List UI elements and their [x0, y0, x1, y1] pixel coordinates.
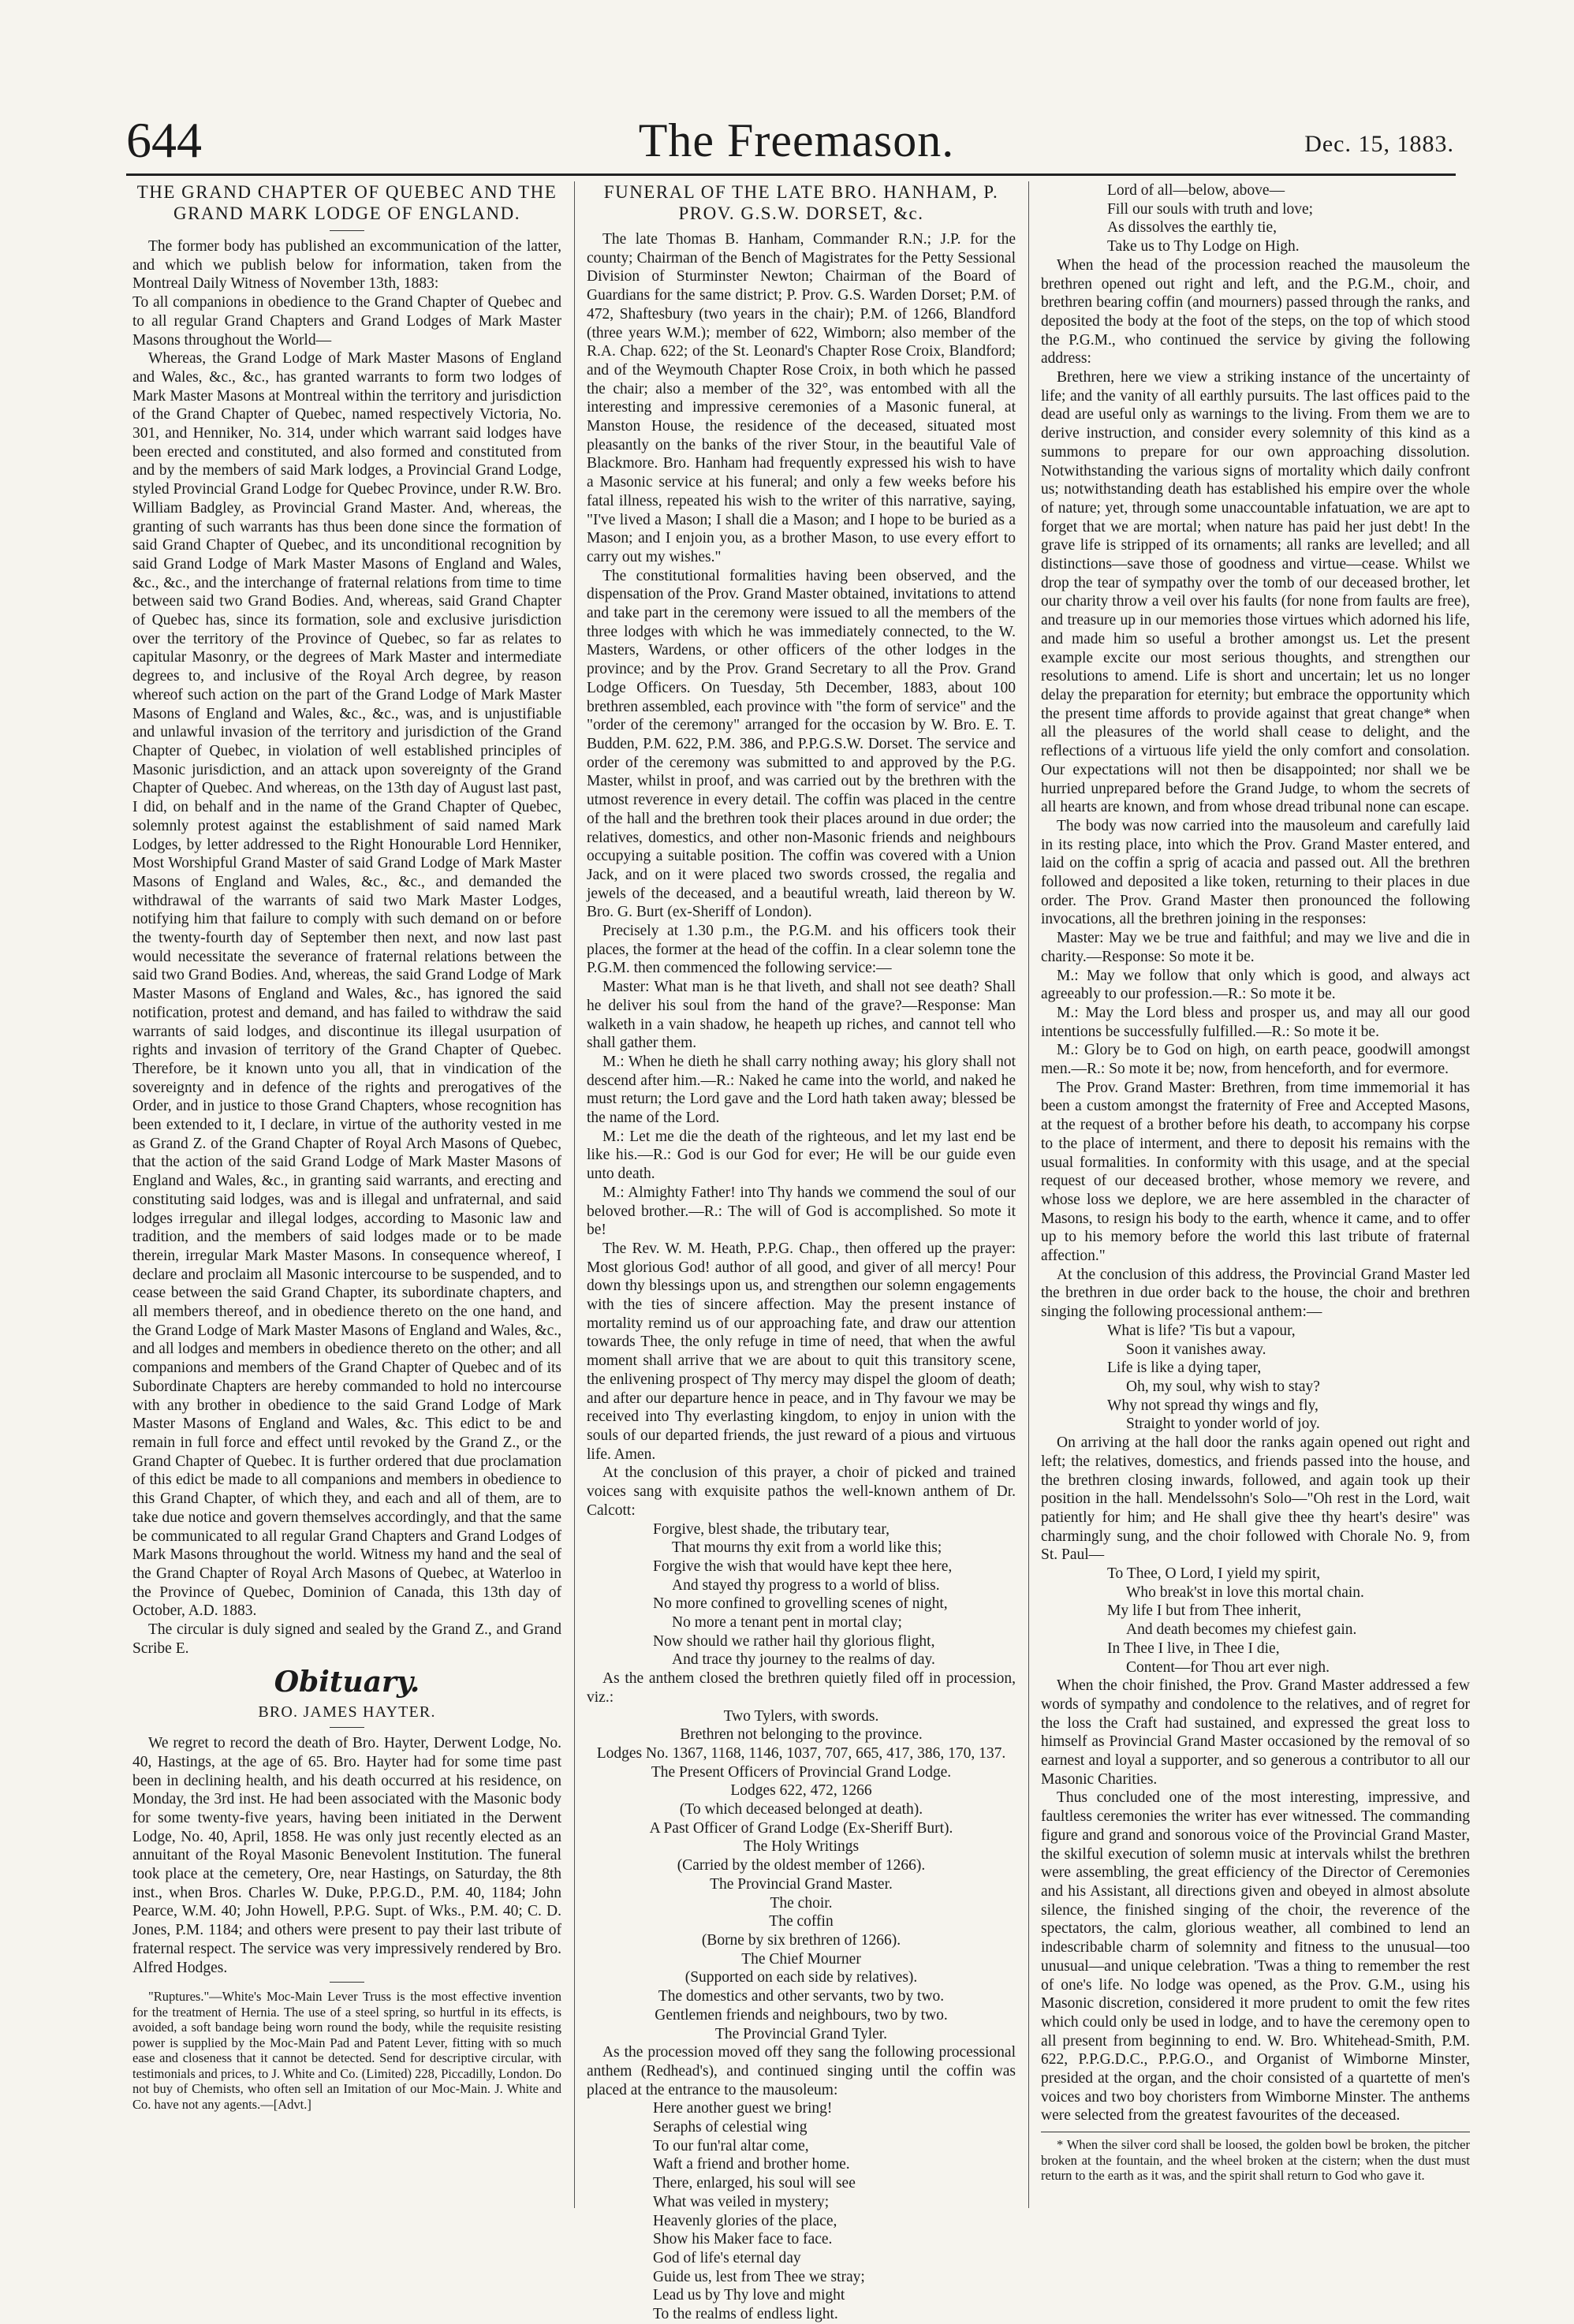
verse-line: Lead us by Thy love and might [653, 2287, 845, 2304]
article-paragraph: The circular is duly signed and sealed by the Grand Z., and Grand Scribe E. [132, 1621, 561, 1657]
article-paragraph: When the choir finished, the Prov. Grand Master addressed a few words of sympathy and condolence to the relatives, and of regret for the loss the Craft had sustained, and expressed the great loss to himself as Provincial Grand Master occasioned by the removal of so earnest and loyal a supporter, and so generous a contributor to all our Masonic Charities. [1041, 1677, 1470, 1788]
article-paragraph: At the conclusion of this address, the Provincial Grand Master led the brethren in due order back to the house, the choir and brethren singing the following processional anthem:— [1041, 1266, 1470, 1321]
masthead [126, 109, 1467, 172]
verse-line: Waft a friend and brother home. [653, 2156, 850, 2173]
article-paragraph: M.: Let me die the death of the righteous, and let my last end be like his.—R.: God is our God for ever; He will be our guide even unto death. [587, 1128, 1016, 1183]
page-number: 644 [126, 112, 202, 168]
article-paragraph: As the procession moved off they sang the following processional anthem (Redhead's), and continued singing until the coffin was placed at the entrance to the mausoleum: [587, 2044, 1016, 2098]
procession-line: (Carried by the oldest member of 1266). [677, 1857, 926, 1874]
article-paragraph: Precisely at 1.30 p.m., the P.G.M. and his officers took their places, the former at the head of the coffin. In a clear solemn tone the P.G.M. then commenced the following service:— [587, 923, 1016, 977]
verse-line: Life is like a dying taper, [1107, 1360, 1262, 1377]
article-paragraph: Thus concluded one of the most interesting, impressive, and faultless ceremonies the writer has ever witnessed. The commanding figure and grand and sonorous voice of the Provincial Grand Master, the skilful execution of solemn music at intervals whilst the brethren were assembling, the great efficiency of the Director of Ceremonies and his Assistant, all directions given and obeyed in almost absolute silence, the finished singing of the choir, the reverence of the spectators, the calm, glorious weather, all combined to lend an indescribable charm of solemnity and fitness to the unusual—too unusual—and unique celebration. 'Twas a thing to remember the rest of one's life. No lodge was opened, as the Prov. G.M., using his Masonic discretion, considered it more prudent to omit the few rites which could only be used in lodge, and to have the ceremony open to all present from beginning to end. W. Bro. Whitehead-Smith, P.M. 622, P.P.G.D.C., P.P.G.O., and Organist of Wimborne Minster, presided at the organ, and the choir consisted of a quartette of men's voices and two boy choristers from Wimborne Minster. The anthems were selected from the greatest favourites of the deceased. [1041, 1789, 1470, 2124]
article-paragraph: At the conclusion of this prayer, a choir of picked and trained voices sang with exquisite pathos the well-known anthem of Dr. Calcott: [587, 1464, 1016, 1519]
article-headline: FUNERAL OF THE LATE BRO. HANHAM, P. PROV. G.S.W. DORSET, &c. [603, 182, 999, 223]
verse-line: Take us to Thy Lodge on High. [1107, 238, 1300, 256]
procession-line: The choir. [770, 1894, 833, 1912]
article-paragraph: M.: Glory be to God on high, on earth peace, goodwill amongst men.—R.: So mote it be; now, from henceforth, and for evermore. [1041, 1042, 1470, 1078]
article-paragraph: As the anthem closed the brethren quietly filed off in procession, viz.: [587, 1670, 1016, 1706]
verse-line: There, enlarged, his soul will see [653, 2175, 856, 2192]
newspaper-title: The Freemason. [638, 114, 955, 166]
article-paragraph: Master: May we be true and faithful; and may we live and die in charity.—Response: So mote it be. [1041, 930, 1470, 965]
procession-line: (Supported on each side by relatives). [684, 1969, 918, 1986]
article-headline: THE GRAND CHAPTER OF QUEBEC AND THE GRAND MARK LODGE OF ENGLAND. [136, 182, 558, 223]
article-paragraph: M.: May we follow that only which is good, and always act agreeably to our profession.—R.: So mote it be. [1041, 967, 1470, 1003]
verse-line: No more a tenant pent in mortal clay; [672, 1614, 902, 1632]
procession-line: The Present Officers of Provincial Grand Lodge. [651, 1763, 952, 1781]
article-paragraph: On arriving at the hall door the ranks again opened out right and left; the relatives, domestics, and friends passed into the house, and the brethren closing inwards, followed, and again took up their position in the hall. Mendelssohn's Solo—"Oh rest in the Lord, wait patiently for him; and He shall give thee thy heart's desire" was charmingly sung, and the choir followed with Chorale No. 9, from St. Paul— [1041, 1434, 1470, 1564]
article-paragraph: M.: When he dieth he shall carry nothing away; his glory shall not descend after him.—R.: Naked he came into the world, and naked he must return; the Lord gave and the Lord hath taken away; blessed be the name of the Lord. [587, 1053, 1016, 1127]
procession-line: (Borne by six brethren of 1266). [701, 1931, 901, 1949]
procession-line: The Provincial Grand Master. [710, 1875, 893, 1893]
advertisement: "Ruptures."—White's Moc-Main Lever Truss is the most effective invention for the treatment of Hernia. The use of a steel spring, so hurtful in its effects, is avoided, a soft bandage being worn round the body, while the requisite resisting power is supplied by the Moc-Main Pad and Patent Lever, fitting with so much ease and closeness that it cannot be detected. Send for descriptive circular, with testimonials and prices, to J. White and Co. (Limited) 228, Piccadilly, London. Do not buy of Chemists, who often sell an Imitation of our Moc-Main. J. White and Co. have not any agents.—[Advt.] [132, 1989, 561, 2112]
verse-line: What is life? 'Tis but a vapour, [1107, 1322, 1296, 1339]
verse-line: Oh, my soul, why wish to stay? [1126, 1378, 1320, 1395]
obituary-subhead: BRO. JAMES HAYTER. [258, 1703, 436, 1722]
column-2 [587, 181, 1016, 2323]
procession-line: Lodges 622, 472, 1266 [730, 1782, 872, 1800]
anthem-verse [587, 1520, 1016, 1670]
article-paragraph: Brethren, here we view a striking instance of the uncertainty of life; and the vanity of all earthly pursuits. The last offices paid to the dead are useful only as warnings to the living. From them we are to derive instruction, and consider every solemnity of this kind as a summons to prepare for our own approaching dissolution. Notwithstanding the various signs of mortality which daily confront us; notwithstanding death has established his empire over the whole of nature; yet, through some unaccountable infatuation, we are apt to forget that we are mortal; when nature has paid her just debt! In the grave life is stripped of its ornaments; all ranks are levelled; and all distinctions—save those of goodness and virtue—cease. Whilst we drop the tear of sympathy over the tomb of our deceased brother, let our charity throw a veil over his faults (for none from faults are free), and treasure up in our memories those virtues which adorned his life, and made him so useful a brother amongst us. Let the present example excite our most serious thoughts, and strengthen our resolutions to amend. Life is short and uncertain; let us no longer delay the preparation for eternity; but embrace the opportunity which the present time affords to provide against that great change* when all the pleasures of the world shall cease to delight, and the reflections of a virtuous life yield the only comfort and consolation. Our expectations will not then be disappointed; nor shall we be hurried unprepared before the Grand Judge, to whom the secrets of all hearts are known, and from whose dread tribunal none can escape. [1041, 369, 1470, 816]
article-paragraph: The body was now carried into the mausoleum and carefully laid in its resting place, into which the Prov. Grand Master entered, and laid on the coffin a sprig of acacia and passed out. All the brethren followed and deposited a like token, returning to their places in due order. The Prov. Grand Master then pronounced the following invocations, all the brethren joining in the responses: [1041, 817, 1470, 928]
procession-line: Lodges No. 1367, 1168, 1146, 1037, 707, 665, 417, 386, 170, 137. [596, 1744, 1006, 1762]
footnote: * When the silver cord shall be loosed, the golden bowl be broken, the pitcher broken at the fountain, and the wheel broken at the cistern; when the dust must return to the earth as it was, and the spirit shall return to God who gave it. [1041, 2137, 1470, 2184]
article-paragraph: M.: May the Lord bless and prosper us, and may all our good intentions be successfully fulfilled.—R.: So mote it be. [1041, 1004, 1470, 1040]
verse-line: Straight to yonder world of joy. [1126, 1416, 1320, 1433]
verse-line: Soon it vanishes away. [1126, 1341, 1266, 1358]
verse-line: That mourns thy exit from a world like this; [672, 1539, 942, 1557]
verse-line: Heavenly glories of the place, [653, 2212, 837, 2229]
procession-line: The Provincial Grand Tyler. [714, 2025, 888, 2042]
verse-line: Seraphs of celestial wing [653, 2119, 808, 2136]
verse-line: Here another guest we bring! [653, 2100, 833, 2117]
obituary-heading: Obituary. [274, 1666, 420, 1699]
procession-line: (To which deceased belonged at death). [679, 1801, 923, 1819]
verse-line: To the realms of endless light. [653, 2306, 838, 2323]
column-3 [1041, 181, 1470, 2208]
article-paragraph: The Prov. Grand Master: Brethren, from time immemorial it has been a custom amongst the fraternity of Free and Accepted Masons, at the request of a brother before his death, to accompany his corpse to the place of interment, and there to deposit his remains with the usual formalities. In conformity with this usage, and at the special request of our deceased brother, whose memory we revere, and whose loss we deplore, we are here assembled in the character of Masons, to resign his body to the earth, whence it came, and to offer up to his memory before the world this last tribute of fraternal affection." [1041, 1079, 1470, 1265]
verse-line: To our fun'ral altar come, [653, 2137, 809, 2154]
article-paragraph: The late Thomas B. Hanham, Commander R.N.; J.P. for the county; Chairman of the Bench of Magistrates for the Petty Sessional Division of Sturminster Newton; Chairman of the Board of Guardians for the same district; P. Prov. G.S. Warden Dorset; P.M. of 472, Shaftesbury (two years in the chair); P.M. of 1266, Blandford (three years W.M.); member of 622, Wimborn; also member of the R.A. Chap. 622; of the St. Leonard's Chapter Rose Croix, Blandford; and of the Weymouth Chapter Rose Croix, in both which he passed the chair; also a member of the 32°, was entombed with all the interesting and impressive ceremonies of a Masonic funeral, at Manston House, the residence of the deceased, situated most pleasantly on the banks of the river Stour, in the beautiful Vale of Blackmore. Bro. Hanham had frequently expressed his wish to have a Masonic service at his funeral; and only a few weeks before his fatal illness, repeated his wish to the writer of this narrative, saying, "I've lived a Mason; I shall die a Mason; and I hope to be buried as a Mason; and I enjoin you, as a brother Mason, to use every effort to carry out my wishes." [587, 231, 1016, 565]
verse-line: And death becomes my chiefest gain. [1126, 1621, 1357, 1639]
verse-line: To Thee, O Lord, I yield my spirit, [1107, 1565, 1321, 1583]
verse-line: Guide us, lest from Thee we stray; [653, 2268, 865, 2285]
column-1 [132, 181, 561, 2208]
article-paragraph: The constitutional formalities having been observed, and the dispensation of the Prov. Grand Master obtained, invitations to attend and take part in the ceremony were issued to all the members of the three lodges with which he was immediately connected, to the W. Masters, Wardens, or other officers of the other lodges in the province; and by the Prov. Grand Secretary to all the Prov. Grand Lodge Officers. On Tuesday, 5th December, 1883, about 100 brethren assembled, each province with "the form of service" and the "order of the ceremony" arranged for the occasion by W. Bro. E. T. Budden, P.M. 622, P.M. 386, and P.P.G.S.W. Dorset. The service and order of the ceremony was submitted to and approved by the P.G. Master, whilst in proof, and was carried out by the brethren with the utmost reverence in every detail. The coffin was placed in the centre of the hall and the brethren took their places around in due order; the relatives, domestics, and other non-Masonic friends and neighbours occupying a suitable position. The coffin was covered with a Union Jack, and on it were placed two swords crossed, the regalia and jewels of the deceased, and a beautiful wreath, laid thereon by W. Bro. G. Burt (ex-Sheriff of London). [587, 567, 1016, 921]
article-paragraph: To all companions in obedience to the Grand Chapter of Quebec and to all regular Grand Chapters and Grand Lodges of Mark Master Masons throughout the World— [132, 294, 561, 349]
verse-line: Forgive, blest shade, the tributary tear, [653, 1520, 890, 1538]
article-paragraph: Master: What man is he that liveth, and shall not see death? Shall he deliver his soul from the hand of the grave?—Response: Man walketh in a vain shadow, he heapeth up riches, and cannot tell who shall gather them. [587, 979, 1016, 1052]
verse-line: What was veiled in mystery; [653, 2193, 830, 2210]
column-divider [1028, 181, 1029, 2208]
verse-line: No more confined to grovelling scenes of night, [653, 1595, 948, 1613]
article-paragraph: We regret to record the death of Bro. Hayter, Derwent Lodge, No. 40, Hastings, at the age of 65. Bro. Hayter had for some time past been in declining health, and his death occurred at his residence, on Monday, the 3rd inst. He had been associated with the Masonic body for some twenty-five years, having been initiated in the Derwent Lodge, No. 40, April, 1858. He was only just recently elected as an annuitant of the Royal Masonic Benevolent Institution. The funeral took place at the cemetery, Ore, near Hastings, on Saturday, the 8th inst., when Bros. Charles W. Duke, P.P.G.D., P.M. 40, 1184; John Pearce, W.M. 40; John Howell, P.P.G. Supt. of Wks., P.M. 40; C. D. Jones, P.M. 1184; and others were present to pay their last tribute of fraternal respect. The service was very impressively rendered by Bro. Alfred Hodges. [132, 1735, 561, 1976]
verse-line: And trace thy journey to the realms of day. [672, 1651, 935, 1669]
verse-line: Now should we rather hail thy glorious flight, [653, 1632, 935, 1650]
verse-line: Fill our souls with truth and love; [1107, 200, 1314, 218]
subhead-rule [330, 1727, 364, 1728]
article-paragraph: The former body has published an excommunication of the latter, and which we publish below for information, taken from the Montreal Daily Witness of November 13th, 1883: [132, 238, 561, 293]
procession-line: Two Tylers, with swords. [723, 1707, 879, 1725]
procession-line: The domestics and other servants, two by two. [658, 1988, 945, 2005]
anthem-verse [587, 2099, 1016, 2323]
article-paragraph: The Rev. W. M. Heath, P.P.G. Chap., then offered up the prayer: Most glorious God! author of all good, and giver of all mercy! Pour down thy blessings upon us, and strengthen our solemn engagements with the ties of sincere affection. May the present instance of mortality remind us of our approaching fate, and draw our attention towards Thee, the only refuge in time of need, that when the awful moment shall arrive that we are about to quit this transitory scene, the enlivening prospect of Thy mercy may dispel the gloom of death; and after our departure hence in peace, and in Thy favour we may be received into Thy everlasting kingdom, to enjoy in union with the souls of our departed friends, the just reward of a pious and virtuous life. Amen. [587, 1240, 1016, 1463]
verse-line: Forgive the wish that would have kept thee here, [653, 1557, 953, 1575]
procession-line: The Holy Writings [743, 1838, 860, 1856]
procession-line: The coffin [769, 1913, 834, 1930]
procession-line: Gentlemen friends and neighbours, two by two. [655, 2006, 948, 2024]
issue-date: Dec. 15, 1883. [1304, 131, 1454, 157]
column-divider [574, 181, 575, 2208]
verse-line: Show his Maker face to face. [653, 2231, 833, 2248]
verse-line: Lord of all—below, above— [1107, 182, 1285, 199]
article-paragraph: Whereas, the Grand Lodge of Mark Master Masons of England and Wales, &c., &c., has granted warrants to form two lodges of Mark Master Masons at Montreal within the territory and jurisdiction of the Grand Chapter of Quebec, named respectively Victoria, No. 301, and Henniker, No. 314, under which warrant said lodges have been erected and constituted, and also formed and constituted from and by the members of said Mark lodges, a Provincial Grand Lodge, styled Provincial Grand Lodge for Quebec Province, under R.W. Bro. William Badgley, as Provincial Grand Master. And, whereas, the granting of such warrants has thus been done since the formation of said Grand Chapter of Quebec, and its unconditional recognition by said Grand Lodge of Mark Master Masons of England and Wales, &c., &c., and the interchange of fraternal relations from time to time between said two Grand Bodies. And, whereas, said Grand Chapter of Quebec has, since its formation, sole and exclusive jurisdiction over the territory of the Province of Quebec, so far as relates to capitular Masonry, or the degrees of Mark Master and intermediate degrees to, and inclusive of the Royal Arch degree, by reason whereof such action on the part of the Grand Lodge of Mark Master Masons of England and Wales, &c., &c., was, and is unjustifiable and unlawful invasion of the territory and jurisdiction of the Grand Chapter of Quebec, in violation of well established principles of Masonic jurisdiction, and an attack upon sovereignty of the Grand Chapter of Quebec. And whereas, on the 13th day of August last past, I did, on behalf and in the name of the Grand Chapter of Quebec, solemnly protest against the establishment of said named Mark Lodges, by letter addressed to the Right Honourable Lord Henniker, Most Worshipful Grand Master of said Grand Lodge of Mark Master Masons of England and Wales, &c., &c., and demanded the withdrawal of the warrants of said two Mark Master Lodges, notifying him that failure to comply with such demand on or before the twenty-fourth day of September then next, and now last past would necessitate the severance of fraternal relations between the said two Grand Bodies. And, whereas, the said Grand Lodge of Mark Master Masons of England and Wales, &c., has ignored the said notification, protest and demand, and has failed to withdraw the said warrants of said lodges, and discontinue its illegal usurpation of rights and invasion of territory of the Grand Chapter of Quebec. Therefore, be it known unto you all, that in vindication of the sovereignty and in defence of the rights and prerogatives of the Order, and in justice to those Grand Chapters, whose recognition has been extended to it, I declare, in virtue of the authority vested in me as Grand Z. of the Grand Chapter of Royal Arch Masons of Quebec, that the action of the said Grand Lodge of Mark Master Masons of England and Wales, &c., in granting said warrants, and erecting and constituting said lodges, was and is illegal and unfraternal, and said lodges irregular and illegal lodges, according to Masonic law and tradition, and the members of said lodges made or to be made therein, irregular Mark Master Masons. In consequence whereof, I declare and proclaim all Masonic intercourse to be suspended, and to cease between the said Grand Chapter, its subordinate chapters, and all members thereof, and in obedience thereto on the one hand, and the Grand Lodge of Mark Master Masons of England and Wales, &c., and all lodges and members in obedience thereto on the other; and all companions and members of the Grand Chapter of Quebec and of its Subordinate Chapters are hereby commanded to hold no intercourse with any brother in obedience to the said Grand Lodge of Mark Master Masons of England and Wales, &c. This edict to be and remain in full force and effect until revoked by the Grand Z., or the Grand Chapter of Quebec. It is further ordered that due proclamation of this edict be made to all companions and members in obedience to this Grand Chapter, of which they, and each and all of them, are to take due notice and govern themselves accordingly, and that the same be communicated to all regular Grand Chapters and Grand Lodges of Mark Masons throughout the world. Witness my hand and the seal of the Grand Chapter of Royal Arch Masons of Quebec, at Waterloo in the Province of Quebec, Dominion of Canada, this 13th day of October, A.D. 1883. [132, 350, 561, 1620]
anthem-verse [1041, 181, 1470, 256]
masthead-rule [126, 173, 1456, 176]
verse-line: As dissolves the earthly tie, [1107, 219, 1277, 237]
headline-rule [330, 230, 364, 231]
article-paragraph: When the head of the procession reached the mausoleum the brethren opened out right and left, and the P.G.M., choir, and brethren bearing coffin (and mourners) passed through the ranks, and deposited the body at the foot of the steps, on the top of which stood the P.G.M., who continued the service by giving the following address: [1041, 256, 1470, 367]
procession-line: Brethren not belonging to the province. [680, 1726, 923, 1744]
procession-line: The Chief Mourner [741, 1950, 861, 1968]
anthem-verse [1041, 1322, 1470, 1434]
advert-rule [330, 1982, 364, 1983]
article-paragraph: M.: Almighty Father! into Thy hands we commend the soul of our beloved brother.—R.: The will of God is accomplished. So mote it be! [587, 1184, 1016, 1239]
verse-line: Content—for Thou art ever nigh. [1126, 1658, 1330, 1676]
verse-line: God of life's eternal day [653, 2249, 801, 2266]
verse-line: Who break'st in love this mortal chain. [1126, 1584, 1364, 1601]
procession-line: A Past Officer of Grand Lodge (Ex-Sheriff Burt). [649, 1819, 953, 1837]
verse-line: And stayed thy progress to a world of bliss. [672, 1576, 940, 1594]
verse-line: My life I but from Thee inherit, [1107, 1602, 1302, 1620]
chorale-verse [1041, 1565, 1470, 1677]
procession-order [587, 1707, 1016, 2044]
verse-line: In Thee I live, in Thee I die, [1107, 1639, 1280, 1657]
verse-line: Why not spread thy wings and fly, [1107, 1397, 1319, 1414]
